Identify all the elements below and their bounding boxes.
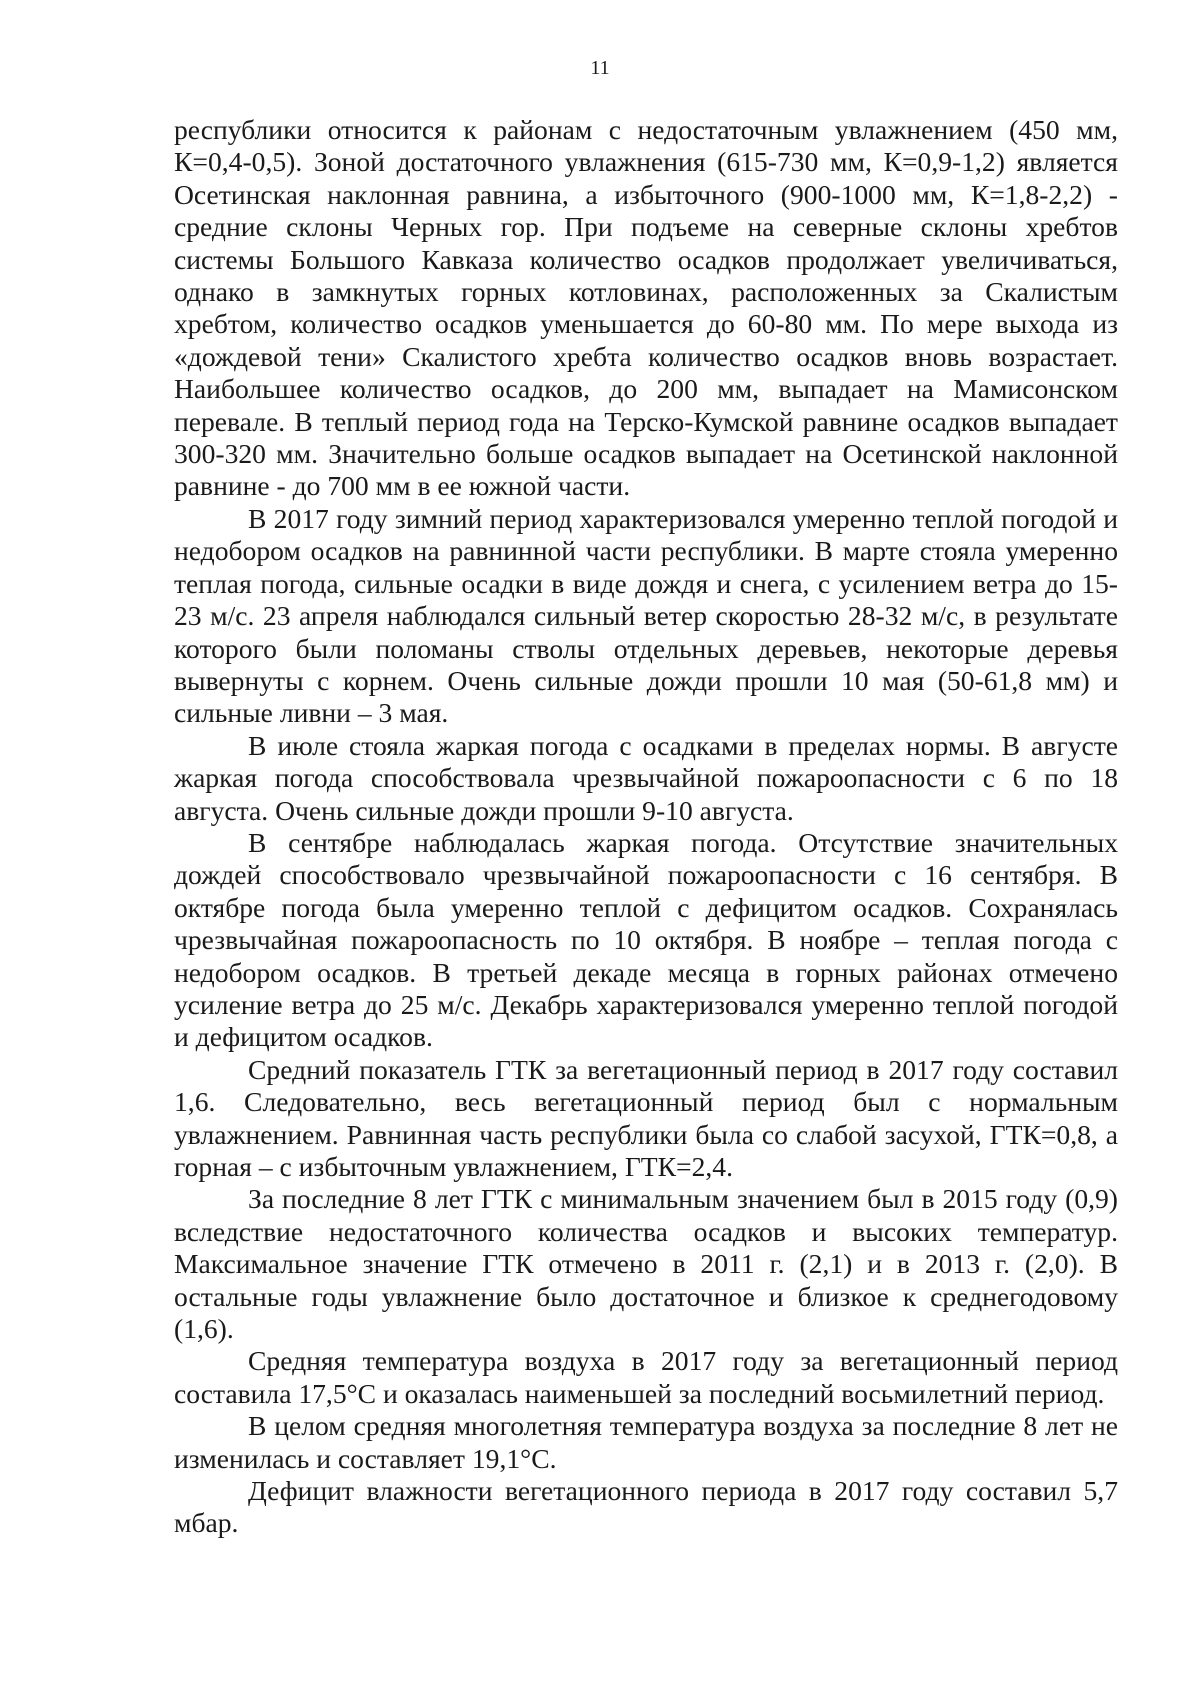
paragraph-5: Средний показатель ГТК за вегетационный период в 2017 году составил 1,6. Следовательно, весь вегетационный период был с нормальным увлажнением. Равнинная часть республики была со слабой засухой, ГТК=0,8, а горная – с избыточным увлажнением, ГТК=2,4. bbox=[174, 1053, 1118, 1182]
document-body bbox=[174, 114, 1118, 1540]
paragraph-7: Средняя температура воздуха в 2017 году за вегетационный период составила 17,5°С и оказалась наименьшей за последний восьмилетний период. bbox=[174, 1345, 1118, 1409]
paragraph-6: За последние 8 лет ГТК с минимальным значением был в 2015 году (0,9) вследствие недостаточного количества осадков и высоких температур. Максимальное значение ГТК отмечено в 2011 г. (2,1) и в 2013 г. (2,0). В остальные годы увлажнение было достаточное и близкое к среднегодовому (1,6). bbox=[174, 1183, 1118, 1345]
paragraph-8: В целом средняя многолетняя температура воздуха за последние 8 лет не изменилась и составляет 19,1°С. bbox=[174, 1410, 1118, 1474]
page-number: 11 bbox=[590, 57, 610, 79]
paragraph-1: республики относится к районам с недостаточным увлажнением (450 мм, К=0,4-0,5). Зоной достаточного увлажнения (615-730 мм, К=0,9-1,2) является Осетинская наклонная равнина, а избыточного (900-1000 мм, К=1,8-2,2) - средние склоны Черных гор. При подъеме на северные склоны хребтов системы Большого Кавказа количество осадков продолжает увеличиваться, однако в замкнутых горных котловинах, расположенных за Скалистым хребтом, количество осадков уменьшается до 60-80 мм. По мере выхода из «дождевой тени» Скалистого хребта количество осадков вновь возрастает. Наибольшее количество осадков, до 200 мм, выпадает на Мамисонском перевале. В теплый период года на Терско-Кумской равнине осадков выпадает 300-320 мм. Значительно больше осадков выпадает на Осетинской наклонной равнине - до 700 мм в ее южной части. bbox=[174, 114, 1118, 502]
paragraph-4: В сентябре наблюдалась жаркая погода. Отсутствие значительных дождей способствовало чрезвычайной пожароопасности с 16 сентября. В октябре погода была умеренно теплой с дефицитом осадков. Сохранялась чрезвычайная пожароопасность по 10 октября. В ноябре – теплая погода с недобором осадков. В третьей декаде месяца в горных районах отмечено усиление ветра до 25 м/с. Декабрь характеризовался умеренно теплой погодой и дефицитом осадков. bbox=[174, 826, 1118, 1053]
paragraph-3: В июле стояла жаркая погода с осадками в пределах нормы. В августе жаркая погода способствовала чрезвычайной пожароопасности с 6 по 18 августа. Очень сильные дожди прошли 9-10 августа. bbox=[174, 729, 1118, 826]
paragraph-9: Дефицит влажности вегетационного периода в 2017 году составил 5,7 мбар. bbox=[174, 1475, 1118, 1539]
paragraph-2: В 2017 году зимний период характеризовался умеренно теплой погодой и недобором осадков на равнинной части республики. В марте стояла умеренно теплая погода, сильные осадки в виде дождя и снега, с усилением ветра до 15-23 м/с. 23 апреля наблюдался сильный ветер скоростью 28-32 м/с, в результате которого были поломаны стволы отдельных деревьев, некоторые деревья вывернуты с корнем. Очень сильные дожди прошли 10 мая (50-61,8 мм) и сильные ливни – 3 мая. bbox=[174, 502, 1118, 729]
